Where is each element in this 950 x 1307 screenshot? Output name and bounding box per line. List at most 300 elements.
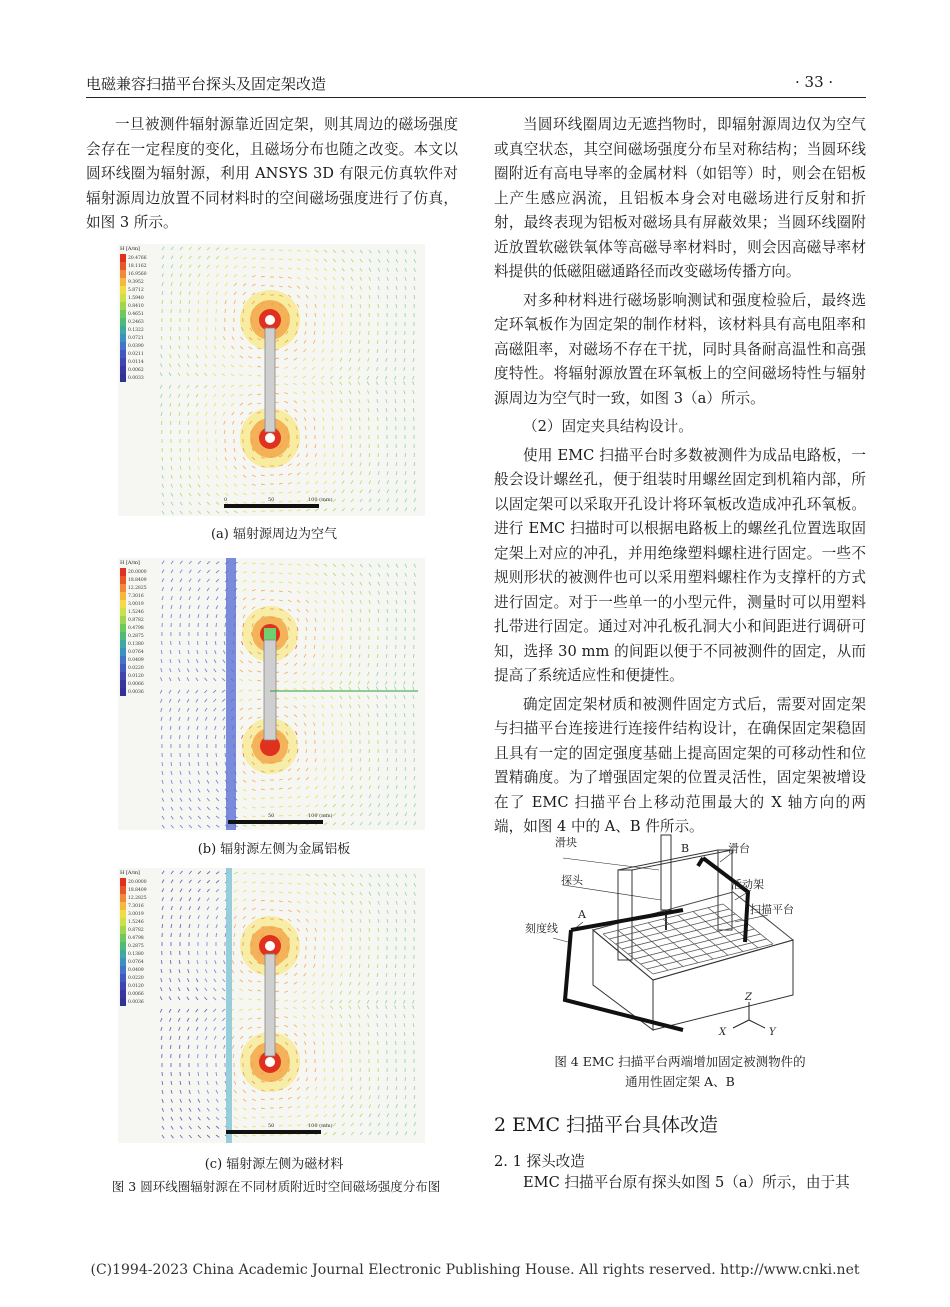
field-vector <box>332 955 333 959</box>
field-vector <box>324 749 325 753</box>
field-vector <box>377 1041 378 1045</box>
field-vector <box>386 1041 387 1045</box>
field-vector <box>396 304 397 308</box>
colorbar-value: 0.1380 <box>128 642 144 647</box>
colorbar-value: 0.8410 <box>128 304 144 309</box>
field-vector <box>360 331 361 335</box>
field-vector <box>162 614 163 618</box>
colorbar-swatch <box>120 950 126 958</box>
field-vector <box>198 448 199 452</box>
colorbar-swatch <box>120 616 126 624</box>
colorbar-swatch <box>120 958 126 966</box>
colorbar-value: 0.2875 <box>128 634 144 639</box>
colorbar-swatch <box>120 254 126 262</box>
right-paragraph-4: 使用 EMC 扫描平台时多数被测件为成品电路板，一般会设计螺丝孔，便于组装时用螺丝固定到机箱内部，所以固定架可以采取开孔设计将环氧板改造成冲孔环氧板。进行 EMC 扫描时可以根据电路板上的螺丝孔位置选取固定架上对应的冲孔，并用绝缘塑料螺柱进行固定。一些不规则形状的被测件也可以采用塑料螺柱作为支撑杆的方式进行固定。对于一些单一的小型元件，测量时可以用塑料扎带进行固定。通过对冲孔板孔洞大小和间距进行调研可知，选择 30 mm 的间距以便于不同被测件的固定，从而提高了系统适应性和便捷性。 <box>494 446 866 684</box>
field-vector <box>261 572 265 573</box>
field-vector <box>189 327 190 331</box>
colorbar-swatch <box>120 278 126 286</box>
field-vector <box>189 735 190 739</box>
field-vector <box>215 430 216 434</box>
grid-line <box>641 934 761 964</box>
colorbar-swatch <box>120 342 126 350</box>
right-paragraph-1: 当圆环线圈周边无遮挡物时，即辐射源周边仅为空气或真空状态，其空间磁场强度分布呈对称结构；当圆环线圈附近有高电导率的金属材料（如铝等）时，则会在铝板上产生感应涡流，且铝板本身会对电磁场进行反射和折射，最终表现为铝板对磁场具有屏蔽效果；当圆环线圈附近放置软磁铁氧体等高磁导率材料时，则会因高磁导率材料提供的低磁阻磁通路径而改变磁场传播方向。 <box>494 116 866 280</box>
field-vector <box>315 749 316 753</box>
field-vector <box>405 618 406 622</box>
field-vector <box>215 1054 216 1058</box>
colorbar-swatch <box>120 576 126 584</box>
colorbar-value: 0.8782 <box>128 928 144 933</box>
scale-bar <box>224 504 319 508</box>
field-vector <box>279 883 283 884</box>
field-vector <box>342 955 343 959</box>
colorbar-value: 0.1380 <box>128 952 144 957</box>
field-vector <box>315 627 316 631</box>
field-vector <box>387 1077 388 1081</box>
colorbar-swatch <box>120 286 126 294</box>
field-vector <box>216 623 217 627</box>
colorbar-value: 0.0409 <box>128 658 144 663</box>
field-vector <box>279 1125 283 1126</box>
colorbar-value: 0.0120 <box>128 674 144 679</box>
colorbar-value: 16.9560 <box>128 272 147 277</box>
field-vector <box>197 641 198 645</box>
field-vector <box>261 1135 265 1136</box>
field-vector <box>369 304 370 308</box>
field-vector <box>387 304 388 308</box>
field-vector <box>413 654 414 658</box>
axis-x: X <box>719 1027 727 1038</box>
colorbar <box>120 560 147 696</box>
colorbar-swatch <box>120 974 126 982</box>
field-vector <box>257 690 261 691</box>
colorbar-swatch <box>120 998 126 1006</box>
field-vector <box>279 492 283 493</box>
field-vector <box>279 825 283 826</box>
colorbar-swatch <box>120 966 126 974</box>
field-vector <box>342 1068 343 1072</box>
colorbar-swatch <box>120 584 126 592</box>
colorbar-swatch <box>120 294 126 302</box>
field-vector <box>333 1050 334 1054</box>
field-vector <box>323 426 324 430</box>
field-vector <box>351 1068 352 1072</box>
scale-label: 100 (mm) <box>308 497 333 503</box>
label-slider: 滑块 <box>555 836 577 849</box>
field-plot-air <box>118 244 425 516</box>
colorbar-value: 0.0764 <box>128 960 144 965</box>
field-vector <box>261 807 265 808</box>
field-vector <box>261 1117 265 1118</box>
field-vector <box>261 502 265 503</box>
field-vector <box>225 753 226 757</box>
field-vector <box>333 426 334 430</box>
field-vector <box>405 1041 406 1045</box>
field-vector <box>395 654 396 658</box>
field-vector <box>216 753 217 757</box>
colorbar-value: 0.0390 <box>128 344 144 349</box>
field-vector <box>279 1116 283 1117</box>
colorbar-value: 0.0409 <box>128 968 144 973</box>
colorbar-value: 3.0019 <box>128 602 144 607</box>
field-vector <box>405 1077 406 1081</box>
field-vector <box>261 493 265 494</box>
field-vector <box>279 564 283 565</box>
fig3-panel-a <box>118 244 425 516</box>
field-vector <box>171 614 172 618</box>
colorbar-swatch <box>120 910 126 918</box>
colorbar-swatch <box>120 664 126 672</box>
field-vector <box>351 331 352 335</box>
scale-label: 100 (mm) <box>308 813 333 819</box>
field-vector <box>351 731 352 735</box>
field-vector <box>171 762 172 766</box>
fig4-caption-line1: 图 4 EMC 扫描平台两端增加固定被测物件的 <box>554 1054 806 1069</box>
colorbar-title: H [A/m] <box>120 870 140 876</box>
colorbar-swatch <box>120 270 126 278</box>
colorbar-value: 20.4766 <box>128 256 147 261</box>
field-vector <box>395 722 396 726</box>
field-vector <box>275 376 279 377</box>
scale-bar <box>228 820 323 824</box>
fig3-caption-c: (c) 辐射源左侧为磁材料 <box>204 1157 344 1172</box>
field-plot-aluminum <box>118 558 425 830</box>
colorbar-swatch <box>120 600 126 608</box>
field-vector <box>378 304 379 308</box>
fig3-caption-b: (b) 辐射源左侧为金属铝板 <box>197 842 351 857</box>
scale-label: 50 <box>268 1123 275 1129</box>
field-vector <box>405 758 406 762</box>
field-vector <box>279 573 283 574</box>
field-vector <box>207 1072 208 1076</box>
field-vector <box>261 874 265 875</box>
copyright-footer: (C)1994-2023 China Academic Journal Electronic Publishing House. All rights reserved. http://www.cnki.net <box>90 1262 860 1278</box>
field-vector <box>414 417 415 421</box>
fig3-caption-a: (a) 辐射源周边为空气 <box>210 527 338 542</box>
field-vector <box>225 309 226 313</box>
field-vector <box>161 1045 162 1049</box>
colorbar-value: 0.0066 <box>128 992 144 997</box>
colorbar-swatch <box>120 902 126 910</box>
colorbar-value: 1.5246 <box>128 610 144 615</box>
field-vector <box>207 1054 208 1058</box>
colorbar-value: 0.0220 <box>128 666 144 671</box>
colorbar-swatch <box>120 942 126 950</box>
scale-label: 0 <box>224 497 228 503</box>
axis-triad <box>733 1002 765 1028</box>
field-vector <box>324 627 325 631</box>
colorbar-value: 0.2875 <box>128 944 144 949</box>
colorbar-value: 0.0066 <box>128 682 144 687</box>
field-vector <box>405 964 406 968</box>
field-vector <box>405 417 406 421</box>
field-vector <box>216 309 217 313</box>
running-header-title: 电磁兼容扫描平台探头及固定架改造 <box>86 75 327 93</box>
field-vector <box>387 928 388 932</box>
label-probe: 探头 <box>561 874 583 887</box>
grid-line <box>634 929 754 959</box>
field-vector <box>197 735 198 739</box>
field-vector <box>378 618 379 622</box>
field-vector <box>279 511 283 512</box>
colorbar-value: 0.1322 <box>128 328 144 333</box>
left-column <box>86 113 458 236</box>
field-vector <box>315 313 316 317</box>
colorbar-swatch <box>120 640 126 648</box>
field-vector <box>279 874 283 875</box>
colorbar-swatch <box>120 926 126 934</box>
colorbar <box>120 246 147 382</box>
field-vector <box>333 444 334 448</box>
header-rule <box>86 97 866 98</box>
axis-z: Z <box>745 992 752 1003</box>
field-vector <box>414 928 415 932</box>
field-vector <box>360 645 361 649</box>
colorbar-value: 9.3952 <box>128 280 144 285</box>
field-vector <box>161 421 162 425</box>
field-vector <box>405 453 406 457</box>
field-vector <box>198 933 199 937</box>
field-vector <box>279 816 283 817</box>
colorbar-swatch <box>120 672 126 680</box>
field-vector <box>413 722 414 726</box>
colorbar-swatch <box>120 302 126 310</box>
colorbar-title: H [A/m] <box>120 560 140 566</box>
colorbar-value: 5.8712 <box>128 288 144 293</box>
colorbar-value: 7.3016 <box>128 594 144 599</box>
field-vector <box>414 453 415 457</box>
colorbar-swatch <box>120 680 126 688</box>
field-vector <box>342 937 343 941</box>
label-platform: 扫描平台 <box>750 903 794 916</box>
colorbar-swatch <box>120 688 126 696</box>
colorbar-value: 0.0036 <box>128 1000 144 1005</box>
fig3-panel-c <box>118 868 425 1143</box>
grid-line <box>628 924 748 954</box>
field-vector <box>414 1077 415 1081</box>
field-vector <box>396 453 397 457</box>
field-vector <box>386 417 387 421</box>
colorbar-swatch <box>120 886 126 894</box>
scale-label: 100 (mm) <box>308 1123 333 1129</box>
colorbar-swatch <box>120 632 126 640</box>
field-vector <box>261 564 265 565</box>
left-paragraph-1: 一旦被测件辐射源靠近固定架，则其周边的磁场强度会存在一定程度的变化，且磁场分布也随之改变。本文以圆环线圈为辐射源，利用 ANSYS 3D 有限元仿真软件对辐射源周边放置不同材料时的空间磁场强度进行了仿真，如图 3 所示。 <box>86 116 458 231</box>
field-vector <box>377 417 378 421</box>
field-vector <box>396 1077 397 1081</box>
colorbar-value: 0.4798 <box>128 936 144 941</box>
field-vector <box>324 313 325 317</box>
field-vector <box>414 964 415 968</box>
field-vector <box>189 448 190 452</box>
field-vector <box>404 654 405 658</box>
colorbar-swatch <box>120 334 126 342</box>
fig4-diagram <box>523 830 838 1040</box>
field-vector <box>279 501 283 502</box>
field-vector <box>396 1041 397 1045</box>
colorbar-swatch <box>120 374 126 382</box>
section-2-1-paragraph: EMC 扫描平台原有探头如图 5（a）所示，由于其 <box>523 1174 850 1191</box>
scale-label: 50 <box>268 497 275 503</box>
field-vector <box>261 816 265 817</box>
colorbar-value: 0.0764 <box>128 650 144 655</box>
scale-label: 50 <box>268 813 275 819</box>
magnetic-material <box>226 868 232 1143</box>
field-plot-magnetic <box>118 868 425 1143</box>
field-vector <box>414 1041 415 1045</box>
aluminum-plate <box>226 558 236 830</box>
field-vector <box>351 444 352 448</box>
field-vector <box>279 259 283 260</box>
field-vector <box>189 1072 190 1076</box>
label-scale: 刻度线 <box>525 922 558 935</box>
field-vector <box>261 1126 265 1127</box>
colorbar-swatch <box>120 878 126 886</box>
field-vector <box>396 928 397 932</box>
scan-platform-drawing <box>523 830 838 1040</box>
colorbar-value: 1.5246 <box>128 920 144 925</box>
axis-y: Y <box>769 1027 776 1038</box>
field-vector <box>323 1050 324 1054</box>
colorbar-value: 0.2463 <box>128 320 144 325</box>
label-a: A <box>578 908 586 921</box>
colorbar-value: 0.0220 <box>128 976 144 981</box>
field-vector <box>404 340 405 344</box>
field-vector <box>197 327 198 331</box>
field-vector <box>206 951 207 955</box>
fig3-panel-b <box>118 558 425 830</box>
field-vector <box>351 645 352 649</box>
colorbar-swatch <box>120 608 126 616</box>
colorbar-swatch <box>120 648 126 656</box>
field-vector <box>189 641 190 645</box>
colorbar-swatch <box>120 656 126 664</box>
colorbar-swatch <box>120 568 126 576</box>
colorbar-value: 7.3016 <box>128 904 144 909</box>
colorbar-value: 0.8782 <box>128 618 144 623</box>
field-vector <box>387 618 388 622</box>
right-paragraph-2: 对多种材料进行磁场影响测试和强度检验后，最终选定环氧板作为固定架的制作材料，该材料具有高电阻率和高磁阻率，对磁场不存在干扰，同时具备耐高温性和高强度特性。将辐射源放置在环氧板上的空间磁场特性与辐射源周边为空气时一致，如图 3（a）所示。 <box>494 291 866 407</box>
colorbar-swatch <box>120 918 126 926</box>
field-vector <box>198 1072 199 1076</box>
colorbar-value: 18.1162 <box>128 264 147 269</box>
colorbar-swatch <box>120 934 126 942</box>
field-vector <box>261 825 265 826</box>
colorbar-value: 18.8409 <box>128 578 147 583</box>
colorbar-swatch <box>120 350 126 358</box>
colorbar-swatch <box>120 358 126 366</box>
colorbar-swatch <box>120 894 126 902</box>
colorbar-value: 18.8409 <box>128 888 147 893</box>
fig3-caption: 图 3 圆环线圈辐射源在不同材质附近时空间磁场强度分布图 <box>111 1179 441 1194</box>
field-vector <box>261 882 265 883</box>
field-vector <box>404 722 405 726</box>
field-vector <box>279 1135 283 1136</box>
field-vector <box>162 762 163 766</box>
field-vector <box>333 937 334 941</box>
colorbar-swatch <box>120 990 126 998</box>
field-vector <box>360 731 361 735</box>
colorbar-value: 0.0120 <box>128 984 144 989</box>
right-column <box>494 113 866 840</box>
field-vector <box>180 641 181 645</box>
colorbar-value: 12.2825 <box>128 896 147 901</box>
field-vector <box>341 645 342 649</box>
field-vector <box>342 444 343 448</box>
field-vector <box>207 448 208 452</box>
field-vector <box>162 300 163 304</box>
label-b: B <box>681 842 690 855</box>
right-paragraph-3: （2）固定夹具结构设计。 <box>523 418 693 435</box>
field-vector <box>180 327 181 331</box>
field-vector <box>369 758 370 762</box>
field-vector <box>225 623 226 627</box>
colorbar-value: 20.0000 <box>128 880 147 885</box>
field-vector <box>198 951 199 955</box>
field-vector <box>207 933 208 937</box>
field-vector <box>257 375 261 376</box>
colorbar-value: 12.2825 <box>128 586 147 591</box>
page-number: · 33 · <box>795 73 834 91</box>
field-vector <box>279 250 283 251</box>
colorbar-value: 0.4798 <box>128 626 144 631</box>
field-vector <box>171 300 172 304</box>
field-vector <box>279 806 283 807</box>
grid-line <box>653 944 773 974</box>
colorbar-swatch <box>120 326 126 334</box>
colorbar-value: 0.0721 <box>128 336 144 341</box>
field-vector <box>395 340 396 344</box>
field-vector <box>341 331 342 335</box>
colorbar-swatch <box>120 310 126 318</box>
colorbar <box>120 870 147 1006</box>
field-vector <box>386 964 387 968</box>
field-vector <box>396 758 397 762</box>
colorbar-value: 0.0211 <box>128 352 144 357</box>
colorbar-value: 0.0114 <box>128 360 144 365</box>
fig4-caption <box>494 1052 866 1092</box>
colorbar-swatch <box>120 982 126 990</box>
field-vector <box>369 618 370 622</box>
colorbar-swatch <box>120 366 126 374</box>
colorbar-value: 0.0033 <box>128 376 144 381</box>
field-vector <box>261 258 265 259</box>
field-vector <box>413 340 414 344</box>
field-vector <box>378 758 379 762</box>
colorbar-value: 20.0000 <box>128 570 147 575</box>
colorbar-value: 0.0036 <box>128 690 144 695</box>
fig4-caption-line2: 通用性固定架 A、B <box>625 1074 735 1089</box>
section-2-1-body <box>494 1171 866 1196</box>
field-vector <box>396 618 397 622</box>
field-vector <box>207 430 208 434</box>
field-vector <box>333 1068 334 1072</box>
right-paragraph-5: 确定固定架材质和被测件固定方式后，需要对固定架与扫描平台连接进行连接件结构设计，在确保固定架稳固且具有一定的固定强度基础上提高固定架的可移动性和位置精确度。为了增强固定架的位置灵活性，固定架被增设在了 EMC 扫描平台上移动范围最大的 X 轴方向的两端，如图 4 中的 A、B 件所示。 <box>494 695 866 835</box>
colorbar-value: 0.0062 <box>128 368 144 373</box>
colorbar-swatch <box>120 592 126 600</box>
scale-bar <box>226 1130 321 1134</box>
field-vector <box>341 731 342 735</box>
field-vector <box>405 928 406 932</box>
colorbar-value: 0.4651 <box>128 312 144 317</box>
colorbar-title: H [A/m] <box>120 246 140 252</box>
colorbar-swatch <box>120 318 126 326</box>
field-vector <box>395 964 396 968</box>
field-vector <box>405 304 406 308</box>
section-2-heading: 2 EMC 扫描平台具体改造 <box>494 1114 719 1136</box>
field-vector <box>180 735 181 739</box>
field-vector <box>261 511 265 512</box>
section-2-1-heading: 2. 1 探头改造 <box>494 1153 585 1170</box>
